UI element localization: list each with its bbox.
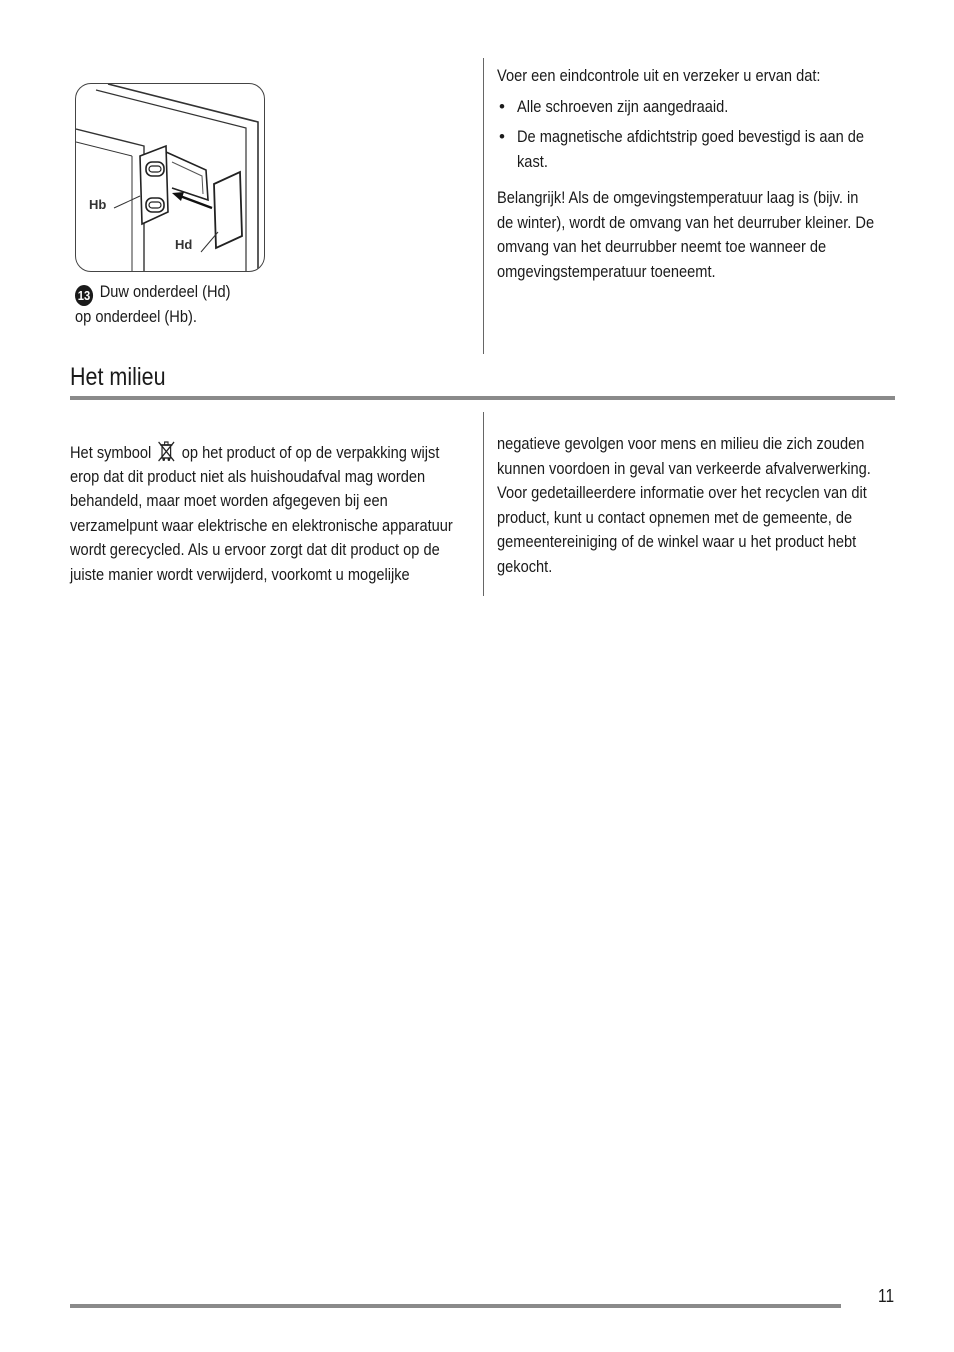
column-divider-bottom bbox=[483, 412, 484, 596]
hinge-illustration bbox=[75, 83, 265, 272]
bullet-item bbox=[497, 125, 907, 174]
label-hb: Hb bbox=[89, 197, 107, 212]
symbol-text-before: Het symbool bbox=[70, 443, 152, 462]
section-heading: Het milieu bbox=[70, 363, 166, 391]
bullet-dot: • bbox=[499, 127, 505, 146]
important-line-2: de winter), wordt de omvang van het deurruber kleiner. De bbox=[497, 212, 875, 232]
important-line-4: omgevingstemperatuur toeneemt. bbox=[497, 261, 716, 281]
left-line-6: juiste manier wordt verwijderd, voorkomt u mogelijke bbox=[70, 564, 410, 584]
left-line-5: wordt gerecycled. Als u ervoor zorgt dat dit product op de bbox=[70, 540, 440, 559]
left-line-2: erop dat dit product niet als huishoudafval mag worden bbox=[70, 466, 426, 486]
column-divider-top bbox=[483, 58, 484, 354]
right-line-5: gemeentereiniging of de winkel waar u het product hebt bbox=[497, 532, 857, 551]
right-line-2: kunnen voordoen in geval van verkeerde afvalverwerking. bbox=[497, 458, 871, 478]
bullet-2-line-1: De magnetische afdichtstrip goed bevestigd is aan de bbox=[517, 127, 865, 146]
important-label: Belangrijk! bbox=[497, 188, 566, 207]
right-line-4: product, kunt u contact opnemen met de gemeente, de bbox=[497, 507, 853, 527]
final-check-text bbox=[497, 64, 907, 284]
heading-rule bbox=[70, 396, 895, 400]
important-line-3: omvang van het deurrubber neemt toe wanneer de bbox=[497, 237, 827, 256]
figure-caption bbox=[75, 280, 256, 329]
environment-text-right bbox=[497, 432, 902, 579]
bullet-dot: • bbox=[499, 96, 505, 116]
caption-line-1: Duw onderdeel (Hd) bbox=[99, 282, 231, 301]
hinge-drawing bbox=[76, 84, 264, 271]
bullet-1-line: Alle schroeven zijn aangedraaid. bbox=[517, 96, 729, 116]
label-hd: Hd bbox=[175, 237, 193, 252]
bullet-2-line-2: kast. bbox=[517, 151, 548, 171]
figure-number-badge: 13 bbox=[75, 285, 93, 306]
crossed-bin-icon bbox=[157, 440, 176, 462]
caption-line-2: op onderdeel (Hb). bbox=[75, 306, 197, 326]
intro-line: Voer een eindcontrole uit en verzeker u ervan dat: bbox=[497, 66, 821, 85]
page-number: 11 bbox=[878, 1286, 895, 1306]
bullet-item bbox=[497, 95, 907, 120]
right-line-3: Voor gedetailleerdere informatie over het recyclen van dit bbox=[497, 483, 867, 502]
left-line-3: behandeld, maar moet worden afgegeven bij een bbox=[70, 491, 388, 510]
left-line-4: verzamelpunt waar elektrische en elektronische apparatuur bbox=[70, 515, 453, 535]
right-line-6: gekocht. bbox=[497, 556, 553, 576]
environment-text-left bbox=[70, 440, 475, 587]
symbol-text-after: op het product of op de verpakking wijst bbox=[181, 443, 440, 462]
important-line-1: Als de omgevingstemperatuur laag is (bijv. in bbox=[568, 188, 859, 207]
footer-rule bbox=[70, 1304, 841, 1308]
right-line-1: negatieve gevolgen voor mens en milieu die zich zouden bbox=[497, 434, 865, 453]
